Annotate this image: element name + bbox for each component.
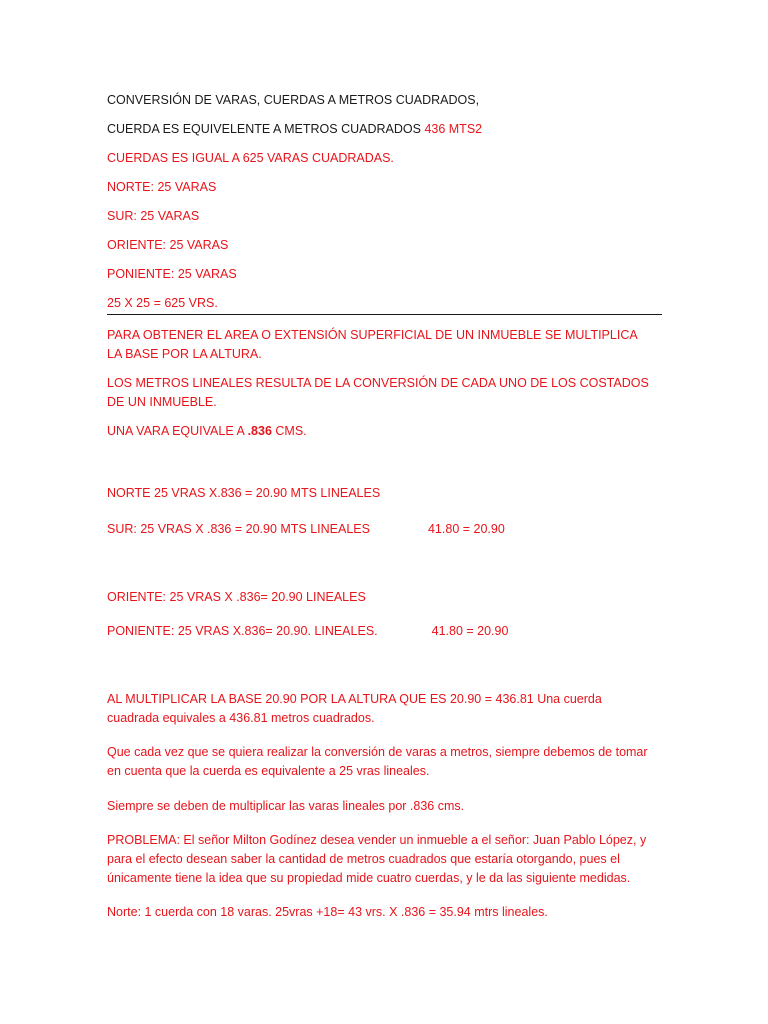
line-poniente: PONIENTE: 25 VARAS [107,267,237,281]
para-conversion-varas: Que cada vez que se quiera realizar la conversión de varas a metros, siempre debemos de tomar en cuenta que la cuerda es equivalente a 25 vras lineales. [107,745,648,778]
vara-equivale-text: UNA VARA EQUIVALE A [107,424,248,438]
para-area: PARA OBTENER EL AREA O EXTENSIÓN SUPERFICIAL DE UN INMUEBLE SE MULTIPLICA LA BASE POR LA ALTURA. [107,328,637,361]
calc-poniente-text: PONIENTE: 25 VRAS X.836= 20.90. LINEALES. [107,624,378,638]
calc-sur-total: 41.80 = 20.90 [427,522,505,536]
calc-poniente-total: 41.80 = 20.90 [431,624,509,638]
calc-norte: NORTE 25 VRAS X.836 = 20.90 MTS LINEALES [107,486,381,500]
calc-poniente [107,622,667,641]
line-25x25: 25 X 25 = 625 VRS. [107,296,218,310]
horizontal-divider [107,314,662,315]
cuerda-equivalente-text: CUERDA ES EQUIVELENTE A METROS CUADRADOS [107,122,425,136]
cuerda-equivalente-value: 436 MTS2 [424,122,483,136]
calc-sur-text: SUR: 25 VRAS X .836 = 20.90 MTS LINEALES [107,522,370,536]
vara-equivale-unit: CMS. [271,424,307,438]
line-sur: SUR: 25 VARAS [107,209,200,223]
line-cuerdas-625: CUERDAS ES IGUAL A 625 VARAS CUADRADAS. [107,151,394,165]
para-metros-lineales: LOS METROS LINEALES RESULTA DE LA CONVERSIÓN DE CADA UNO DE LOS COSTADOS DE UN INMUEBLE. [107,376,649,409]
line-vara-equivale [107,422,667,441]
para-problema: PROBLEMA: El señor Milton Godínez desea vender un inmueble a el señor: Juan Pablo López, y para el efecto desean saber la cantidad de metros cuadrados que estaría otorgando, pues el únicamente tiene la idea que su propiedad mide cuatro cuerdas, y le da las siguiente medidas. [107,833,647,885]
calc-sur [107,520,667,539]
line-norte: NORTE: 25 VARAS [107,180,217,194]
para-multiplicar-varas: Siempre se deben de multiplicar las varas lineales por .836 cms. [107,799,465,813]
vara-equivale-value: .836 [247,424,272,438]
calc-oriente: ORIENTE: 25 VRAS X .836= 20.90 LINEALES [107,590,366,604]
line-norte-cuerda: Norte: 1 cuerda con 18 varas. 25vras +18= 43 vrs. X .836 = 35.94 mtrs lineales. [107,905,548,919]
para-multiplicar-base: AL MULTIPLICAR LA BASE 20.90 POR LA ALTURA QUE ES 20.90 = 436.81 Una cuerda cuadrada equivales a 436.81 metros cuadrados. [107,692,602,725]
line-cuerda-equivalente [107,120,667,139]
line-oriente: ORIENTE: 25 VARAS [107,238,229,252]
heading-conversion: CONVERSIÓN DE VARAS, CUERDAS A METROS CUADRADOS, [107,93,480,107]
